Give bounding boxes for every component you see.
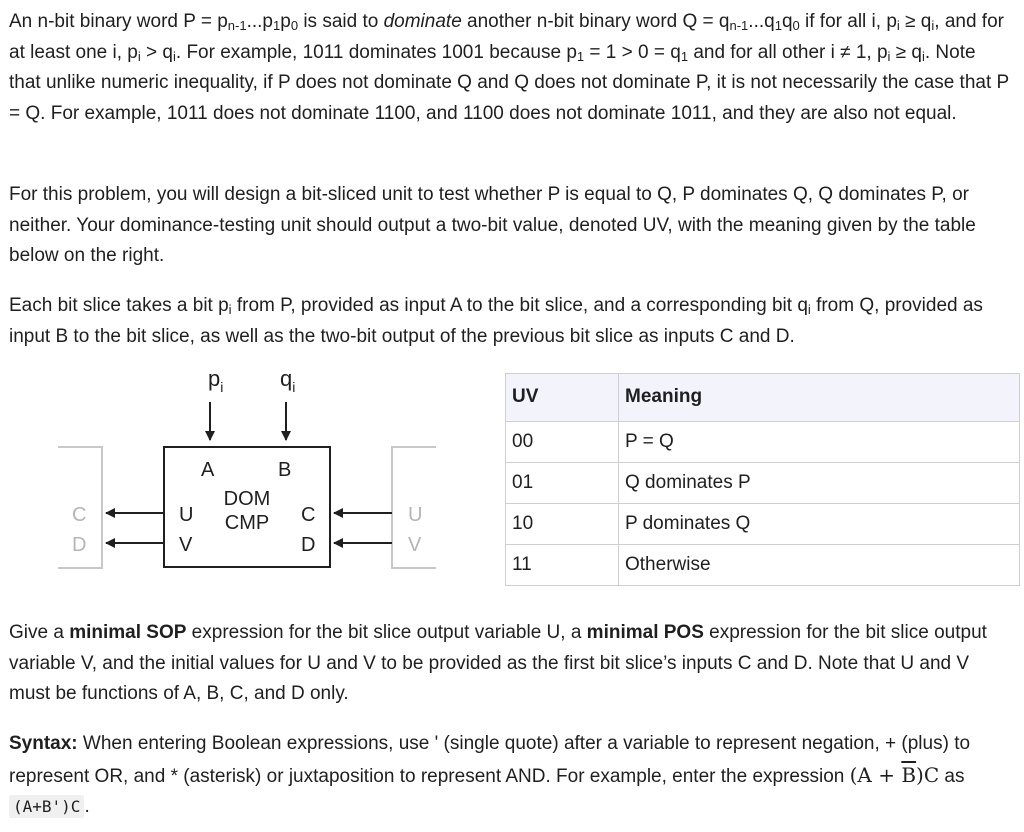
- input-c-label: C: [301, 504, 316, 526]
- table-row: [506, 545, 1020, 586]
- table-cell: Q dominates P: [619, 463, 1020, 504]
- minimal-sop-term: minimal SOP: [69, 622, 187, 643]
- example-code: (A+B')C: [9, 795, 84, 818]
- table-header-row: [506, 374, 1020, 422]
- table-row: [506, 504, 1020, 545]
- table-cell: 11: [506, 545, 619, 586]
- header-meaning: Meaning: [619, 374, 1020, 422]
- table-cell: Otherwise: [619, 545, 1020, 586]
- table-row: [506, 463, 1020, 504]
- output-u-label: U: [179, 504, 194, 526]
- table-cell: 00: [506, 422, 619, 463]
- uv-meaning-table: [505, 373, 1020, 586]
- right-u-label: U: [408, 504, 423, 526]
- problem-statement: For this problem, you will design a bit-sliced unit to test whether P is equal to Q, P dominates Q, Q dominates P, or neither. Your dominance-testing unit should output a two-bit value, denoted UV, with the meaning given by the table below on the right.: [9, 184, 976, 266]
- bit-slice-diagram: [50, 362, 450, 582]
- output-v-label: V: [179, 534, 193, 556]
- table-row: [506, 422, 1020, 463]
- q-i-label: $q_i$: [280, 366, 296, 395]
- minimal-pos-term: minimal POS: [586, 622, 704, 643]
- example-math-expression: $(A + \overline{B})C$: [849, 762, 940, 787]
- definition-paragraph: An n-bit binary word $P = p_{n-1}...p_1p_0$ is said to dominate another n-bit binary word $Q = q_{n-1}...q_1q_0$ if for all i, $p_i \ge q_i$, and for at least one i, $p_i > q_i$. For example, 1011 dominates 1001 because $p_1 = 1 > 0 = q_1$ and for all other i ≠ 1, $p_i \ge q_i$. Note that unlike numeric inequality, if P does not dominate Q and Q does not dominate P, it is not necessarily the case that P = Q. For example, 1011 does not dominate 1100, and 1100 does not dominate 1011, and they are also not equal.: [9, 11, 1009, 124]
- dominate-term: dominate: [383, 11, 462, 32]
- left-c-label: C: [72, 504, 87, 526]
- bit-slice-description: Each bit slice takes a bit $p_i$ from P, provided as input A to the bit slice, and a corresponding bit $q_i$ from Q, provided as input B to the bit slice, as well as the two-bit output of the previous bit slice as inputs C and D.: [9, 295, 983, 347]
- table-cell: 01: [506, 463, 619, 504]
- table-cell: P = Q: [619, 422, 1020, 463]
- table-cell: P dominates Q: [619, 504, 1020, 545]
- input-a-label: A: [201, 459, 215, 481]
- table-cell: 10: [506, 504, 619, 545]
- block-name-line1: DOM: [223, 488, 271, 510]
- input-b-label: B: [278, 459, 292, 481]
- block-name-line2: CMP: [224, 512, 270, 534]
- syntax-note: Syntax: When entering Boolean expressions, use ' (single quote) after a variable to represent negation, + (plus) to represent OR, and * (asterisk) or juxtaposition to represent AND. For example, enter the expression $(A + \overline{B})C$ as (A+B')C .: [9, 733, 971, 817]
- header-uv: UV: [506, 374, 619, 422]
- left-d-label: D: [72, 534, 87, 556]
- right-v-label: V: [408, 534, 422, 556]
- syntax-label: Syntax:: [9, 733, 78, 754]
- p-i-label: $p_i$: [208, 366, 224, 395]
- task-instructions: Give a minimal SOP expression for the bit slice output variable U, a minimal POS expression for the bit slice output variable V, and the initial values for U and V to be provided as the first bit slice’s inputs C and D. Note that U and V must be functions of A, B, C, and D only.: [9, 622, 987, 704]
- input-d-label: D: [301, 534, 316, 556]
